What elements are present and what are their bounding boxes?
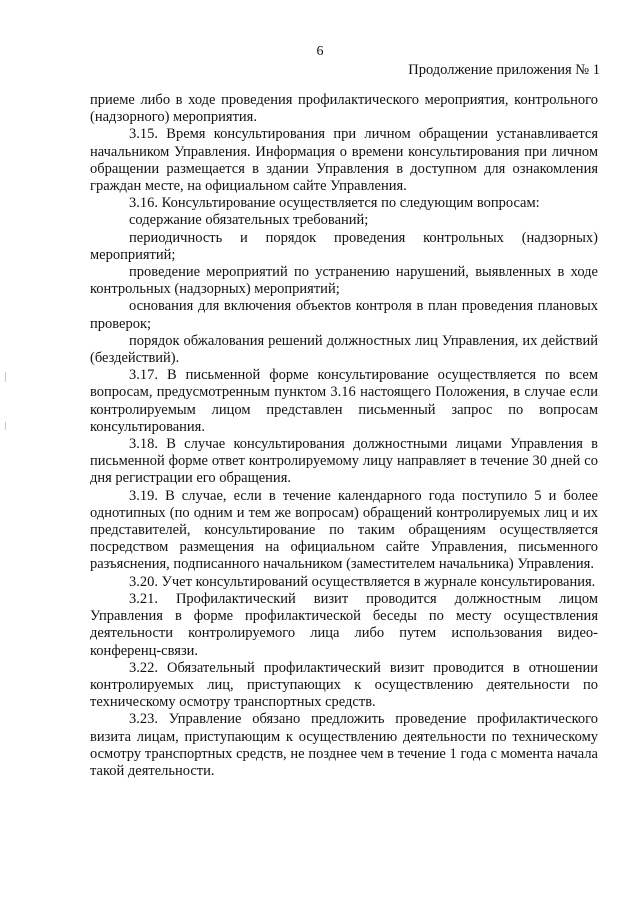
- paragraph-3-20: 3.20. Учет консультирований осуществляется в журнале консультирования.: [129, 573, 596, 590]
- list-item-periodicity: периодичность и порядок проведения контрольных (надзорных) мероприятий;: [90, 229, 598, 263]
- paragraph-3-18: 3.18. В случае консультирования должностными лицами Управления в письменной форме ответ контролируемому лицу направляет в течение 30 дней со дня регистрации его обращения.: [90, 436, 598, 487]
- list-item-violations: проведение мероприятий по устранению нарушений, выявленных в ходе контрольных (надзорных) мероприятий;: [90, 264, 598, 298]
- page-number: 6: [316, 44, 324, 59]
- paragraph-3-23: 3.23. Управление обязано предложить проведение профилактического визита лицам, приступающим к осуществлению деятельности по техническому осмотру транспортных средств, не позднее чем в течение 1 года с момента начала такой деятельности.: [90, 711, 598, 779]
- document-body: [90, 92, 598, 780]
- paragraph-3-19: 3.19. В случае, если в течение календарного года поступило 5 и более однотипных (по одним и тем же вопросам) обращений контролируемых лиц и их представителей, консультирование по таким обращениям осуществляется посредством размещения на официальном сайте Управления, письменного разъяснения, подписанного начальником (заместителем начальника) Управления.: [90, 487, 598, 573]
- list-item-appeal: порядок обжалования решений должностных лиц Управления, их действий (бездействий).: [90, 332, 598, 367]
- margin-mark: [5, 372, 6, 382]
- list-item-requirements: содержание обязательных требований;: [129, 212, 369, 229]
- margin-mark: [5, 422, 6, 430]
- appendix-continuation-note: Продолжение приложения № 1: [408, 62, 600, 78]
- paragraph-3-17: 3.17. В письменной форме консультирование осуществляется по всем вопросам, предусмотренным пунктом 3.16 настоящего Положения, в случае если контролируемым лицом представлен письменный запрос по вопросам консультирования.: [90, 367, 598, 435]
- paragraph-3-15: 3.15. Время консультирования при личном обращении устанавливается начальником Управления. Информация о времени консультирования при личном обращении размещается в здании Управления в доступном для ознакомления граждан месте, на официальном сайте Управления.: [90, 126, 598, 195]
- list-item-grounds: основания для включения объектов контроля в план проведения плановых проверок;: [90, 298, 598, 332]
- paragraph-continuation: приеме либо в ходе проведения профилактического мероприятия, контрольного (надзорного) мероприятия.: [90, 92, 598, 126]
- paragraph-3-22: 3.22. Обязательный профилактический визит проводится в отношении контролируемых лиц, приступающих к осуществлению деятельности по техническому осмотру транспортных средств.: [90, 659, 598, 711]
- paragraph-3-16: 3.16. Консультирование осуществляется по следующим вопросам:: [129, 195, 540, 212]
- paragraph-3-21: 3.21. Профилактический визит проводится должностным лицом Управления в форме профилактической беседы по месту осуществления деятельности контролируемого лица либо путем использования видео-конференц-связи.: [90, 590, 598, 659]
